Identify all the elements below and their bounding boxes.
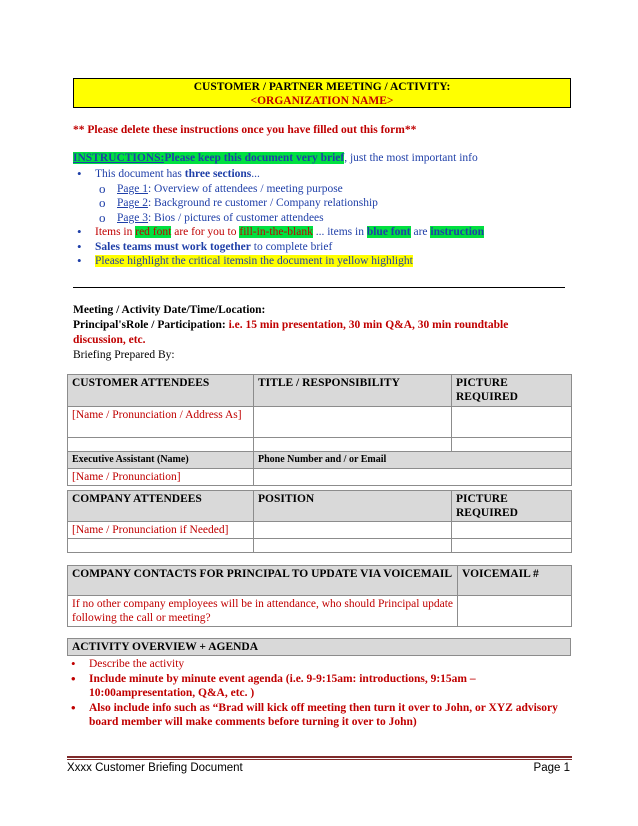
- instructions-label: INSTRUCTIONS:: [73, 152, 165, 164]
- column-header: PICTURE REQUIRED: [452, 491, 572, 522]
- footer-rule-thin: [67, 759, 572, 760]
- list-item: • Sales teams must work together to complete brief: [73, 240, 573, 255]
- contacts-placeholder-cell[interactable]: If no other company employees will be in attendance, who should Principal update following the call or meeting?: [68, 596, 458, 627]
- page-2-link[interactable]: Page 2: [117, 197, 148, 209]
- voicemail-header: VOICEMAIL #: [458, 566, 572, 596]
- organization-name: <ORGANIZATION NAME>: [250, 95, 394, 107]
- company-contacts-table: [67, 565, 572, 627]
- principal-role-value: i.e. 15 min presentation, 30 min Q&A, 30 min roundtable: [228, 319, 509, 331]
- voicemail-cell[interactable]: [458, 596, 572, 627]
- customer-name-cell[interactable]: [Name / Pronunciation / Address As]: [68, 407, 254, 438]
- list-item: • Also include info such as “Brad will kick off meeting then turn it over to John, or XYZ advisory board member will make comments before turning it over to John): [67, 701, 567, 730]
- activity-list-block: [67, 657, 567, 730]
- company-position-cell[interactable]: [254, 522, 452, 539]
- empty-cell[interactable]: [452, 438, 572, 452]
- company-picture-cell[interactable]: [452, 522, 572, 539]
- list-item: • Include minute by minute event agenda (i.e. 9-9:15am: introductions, 9:15am – 10:00ampresentation, Q&A, etc. ): [67, 672, 567, 701]
- page-3-item: o Page 3: Bios / pictures of customer attendees: [73, 211, 573, 226]
- empty-cell[interactable]: [68, 539, 254, 553]
- document-title: CUSTOMER / PARTNER MEETING / ACTIVITY:: [193, 81, 451, 93]
- company-attendees-table: [67, 490, 572, 553]
- document-title-box: [73, 78, 571, 108]
- empty-cell[interactable]: [254, 438, 452, 452]
- column-header: CUSTOMER ATTENDEES: [68, 375, 254, 407]
- customer-picture-cell[interactable]: [452, 407, 572, 438]
- empty-cell[interactable]: [452, 539, 572, 553]
- company-name-cell[interactable]: [Name / Pronunciation if Needed]: [68, 522, 254, 539]
- activity-overview-table: [67, 638, 571, 656]
- principal-role-value-cont: discussion, etc.: [73, 334, 146, 346]
- page-3-link[interactable]: Page 3: [117, 211, 148, 224]
- delete-instructions-note: ** Please delete these instructions once you have filled out this form**: [73, 124, 417, 136]
- footer-rule: [67, 756, 572, 758]
- phone-email-label: Phone Number and / or Email: [254, 452, 572, 469]
- customer-attendees-table: [67, 374, 572, 486]
- list-item: • Please highlight the critical itemsin the document in yellow highlight: [73, 254, 573, 269]
- page-1-link[interactable]: Page 1: [117, 182, 148, 195]
- empty-cell[interactable]: [68, 438, 254, 452]
- list-item: • Items in red font are for you to fill-in-the-blank ... items in blue font are instruction: [73, 225, 573, 240]
- exec-assistant-cell[interactable]: [Name / Pronunciation]: [68, 469, 254, 486]
- exec-assistant-label: Executive Assistant (Name): [68, 452, 254, 469]
- instructions-brief: Please keep this document very brief: [164, 152, 345, 164]
- instructions-list: [73, 167, 573, 269]
- activity-header: ACTIVITY OVERVIEW + AGENDA: [68, 639, 571, 656]
- customer-title-cell[interactable]: [254, 407, 452, 438]
- meeting-info: [73, 303, 573, 363]
- list-item: • This document has three sections... o Page 1: Overview of attendees / meeting purpose o Page 2: Background re customer / Company relationship o Page 3: Bios / pictures of customer attendees: [73, 167, 573, 225]
- prepared-by-label: Briefing Prepared By:: [73, 349, 175, 361]
- page-2-item: o Page 2: Background re customer / Company relationship: [73, 196, 573, 211]
- column-header: PICTURE REQUIRED: [452, 375, 572, 407]
- page-1-item: o Page 1: Overview of attendees / meeting purpose: [73, 182, 573, 197]
- activity-list: [67, 657, 567, 730]
- footer-document-name: Xxxx Customer Briefing Document: [67, 762, 243, 774]
- list-item: • Describe the activity: [67, 657, 567, 672]
- column-header: COMPANY ATTENDEES: [68, 491, 254, 522]
- divider: [73, 287, 565, 288]
- principal-role-label: Principal'sRole / Participation:: [73, 319, 229, 331]
- column-header: POSITION: [254, 491, 452, 522]
- footer-page-number: Page 1: [533, 762, 570, 774]
- meeting-date-label: Meeting / Activity Date/Time/Location:: [73, 304, 266, 316]
- instructions-block: [73, 150, 573, 269]
- phone-email-cell[interactable]: [254, 469, 572, 486]
- column-header: TITLE / RESPONSIBILITY: [254, 375, 452, 407]
- contacts-header: COMPANY CONTACTS FOR PRINCIPAL TO UPDATE VIA VOICEMAIL: [68, 566, 458, 596]
- empty-cell[interactable]: [254, 539, 452, 553]
- instructions-rest: , just the most important info: [344, 152, 478, 164]
